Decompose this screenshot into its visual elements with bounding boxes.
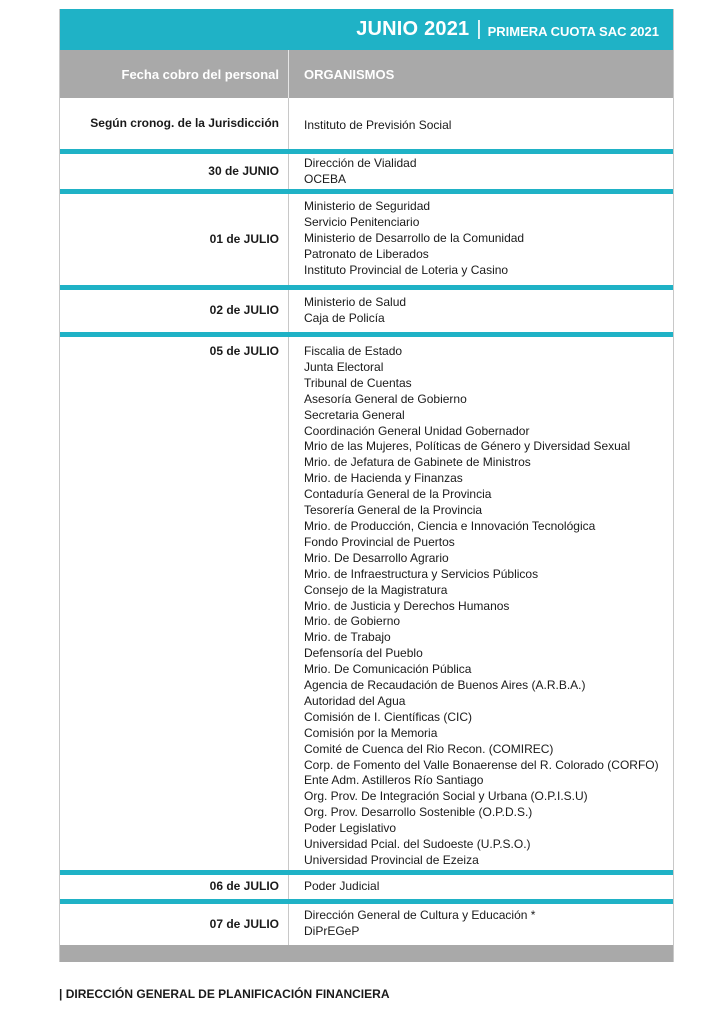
org-item: Mrio. De Comunicación Pública [304,662,472,677]
org-list [289,904,673,945]
org-item: Ente Adm. Astilleros Río Santiago [304,773,484,788]
title-bar [60,9,673,50]
table-row [60,154,673,189]
payment-date: 07 de JULIO [60,904,289,945]
table-header [60,50,673,98]
title-main: JUNIO 2021 [356,18,470,40]
title-subtitle: PRIMERA CUOTA SAC 2021 [487,24,659,39]
org-list [289,154,673,189]
org-item: Poder Legislativo [304,821,397,836]
org-item: Agencia de Recaudación de Buenos Aires (A.R.B.A.) [304,678,586,693]
org-item: Asesoría General de Gobierno [304,391,467,406]
payment-date: 05 de JULIO [60,337,289,870]
title-separator: | [476,18,482,40]
payment-date: 02 de JULIO [60,290,289,332]
org-item: Mrio de las Mujeres, Políticas de Género y Diversidad Sexual [304,439,631,454]
footer-department: | DIRECCIÓN GENERAL DE PLANIFICACIÓN FINANCIERA [59,987,390,1001]
table-row [60,875,673,899]
schedule-table [59,9,674,962]
org-item: Comité de Cuenca del Rio Recon. (COMIREC) [304,741,554,756]
org-item: Fondo Provincial de Puertos [304,534,455,549]
org-item: Mrio. de Producción, Ciencia e Innovación Tecnológica [304,518,596,533]
org-item: Mrio. de Gobierno [304,614,401,629]
org-item: Mrio. de Justicia y Derechos Humanos [304,598,510,613]
org-list [289,194,673,285]
org-list [289,290,673,332]
org-list [289,98,673,149]
org-item: Mrio. de Trabajo [304,630,391,645]
org-item: Patronato de Liberados [304,246,429,261]
org-item: OCEBA [304,171,347,186]
org-list [289,875,673,899]
header-date: Fecha cobro del personal [60,50,289,98]
org-item: Dirección General de Cultura y Educación * [304,908,536,922]
org-item: Mrio. de Jefatura de Gabinete de Ministros [304,455,531,470]
payment-date: 30 de JUNIO [60,154,289,189]
org-item: Comisión por la Memoria [304,725,438,740]
org-item: Tesorería General de la Provincia [304,503,483,518]
header-orgs: ORGANISMOS [304,66,395,82]
org-item: Instituto de Previsión Social [304,118,452,132]
org-item: Autoridad del Agua [304,693,406,708]
org-item: Mrio. De Desarrollo Agrario [304,550,449,565]
org-item: Caja de Policía [304,310,385,325]
org-item: Coordinación General Unidad Gobernador [304,423,530,438]
org-item: Dirección de Vialidad [304,156,417,170]
org-item: Secretaria General [304,407,405,422]
org-item: Mrio. de Infraestructura y Servicios Públicos [304,566,539,581]
org-item: Ministerio de Seguridad [304,199,431,213]
payment-date: 01 de JULIO [60,194,289,285]
org-item: Mrio. de Hacienda y Finanzas [304,471,463,486]
org-item: Universidad Provincial de Ezeiza [304,853,479,867]
org-item: Fiscalia de Estado [304,344,403,358]
table-row [60,337,673,870]
org-item: Defensoría del Pueblo [304,646,423,661]
org-item: Junta Electoral [304,359,384,374]
org-item: Ministerio de Salud [304,295,407,309]
table-footer-bar [60,945,673,962]
table-row [60,98,673,149]
org-item: Instituto Provincial de Loteria y Casino [304,262,509,277]
org-item: Consejo de la Magistratura [304,582,448,597]
org-item: Ministerio de Desarrollo de la Comunidad [304,230,525,245]
org-item: Tribunal de Cuentas [304,375,412,390]
org-item: Org. Prov. De Integración Social y Urbana (O.P.I.S.U) [304,789,588,804]
org-item: Org. Prov. Desarrollo Sostenible (O.P.D.S.) [304,805,533,820]
table-row [60,194,673,285]
org-list [289,337,673,870]
payment-date: 06 de JULIO [60,875,289,899]
org-item: Universidad Pcial. del Sudoeste (U.P.S.O.) [304,837,531,852]
org-item: Comisión de I. Científicas (CIC) [304,709,473,724]
org-item: DiPrEGeP [304,923,360,938]
table-row [60,290,673,332]
table-row [60,904,673,945]
org-item: Contaduría General de la Provincia [304,487,492,502]
org-item: Servicio Penitenciario [304,214,420,229]
org-item: Poder Judicial [304,879,380,893]
payment-date: Según cronog. de la Jurisdicción [60,98,289,149]
org-item: Corp. de Fomento del Valle Bonaerense del R. Colorado (CORFO) [304,757,659,772]
